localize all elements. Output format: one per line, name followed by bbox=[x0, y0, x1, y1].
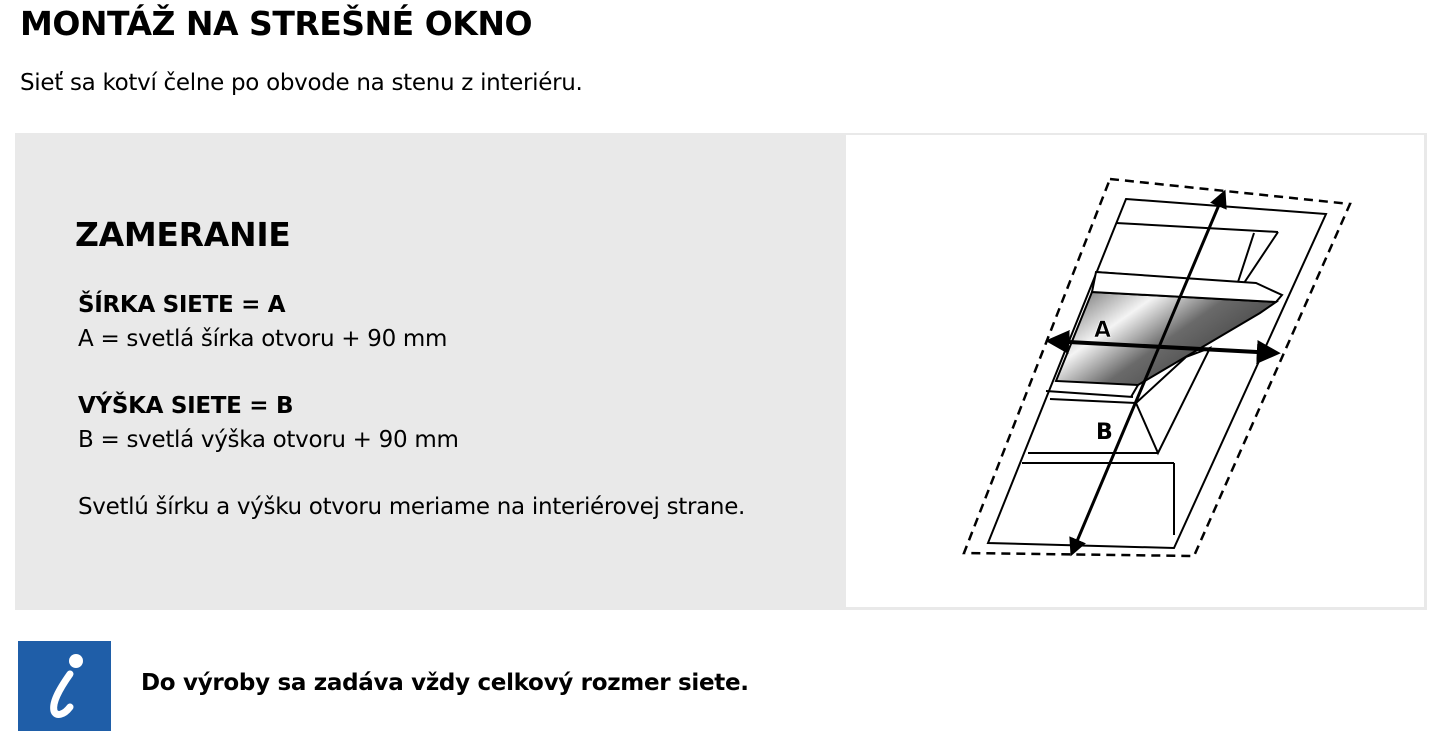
height-title: VÝŠKA SIETE = B bbox=[78, 393, 294, 419]
page-title: MONTÁŽ NA STREŠNÉ OKNO bbox=[20, 4, 533, 43]
info-icon bbox=[18, 641, 111, 731]
page-subtitle: Sieť sa kotví čelne po obvode na stenu z interiéru. bbox=[20, 70, 583, 96]
measurement-heading: ZAMERANIE bbox=[75, 215, 291, 254]
height-formula: B = svetlá výška otvoru + 90 mm bbox=[78, 427, 459, 453]
measurement-note: Svetlú šírku a výšku otvoru meriame na interiérovej strane. bbox=[78, 494, 746, 520]
width-title: ŠÍRKA SIETE = A bbox=[78, 292, 286, 318]
roof-window-diagram bbox=[846, 135, 1424, 607]
width-formula: A = svetlá šírka otvoru + 90 mm bbox=[78, 326, 448, 352]
info-message: Do výroby sa zadáva vždy celkový rozmer siete. bbox=[141, 670, 749, 696]
diagram-label-a: A bbox=[1094, 318, 1112, 343]
diagram-label-b: B bbox=[1096, 420, 1113, 445]
